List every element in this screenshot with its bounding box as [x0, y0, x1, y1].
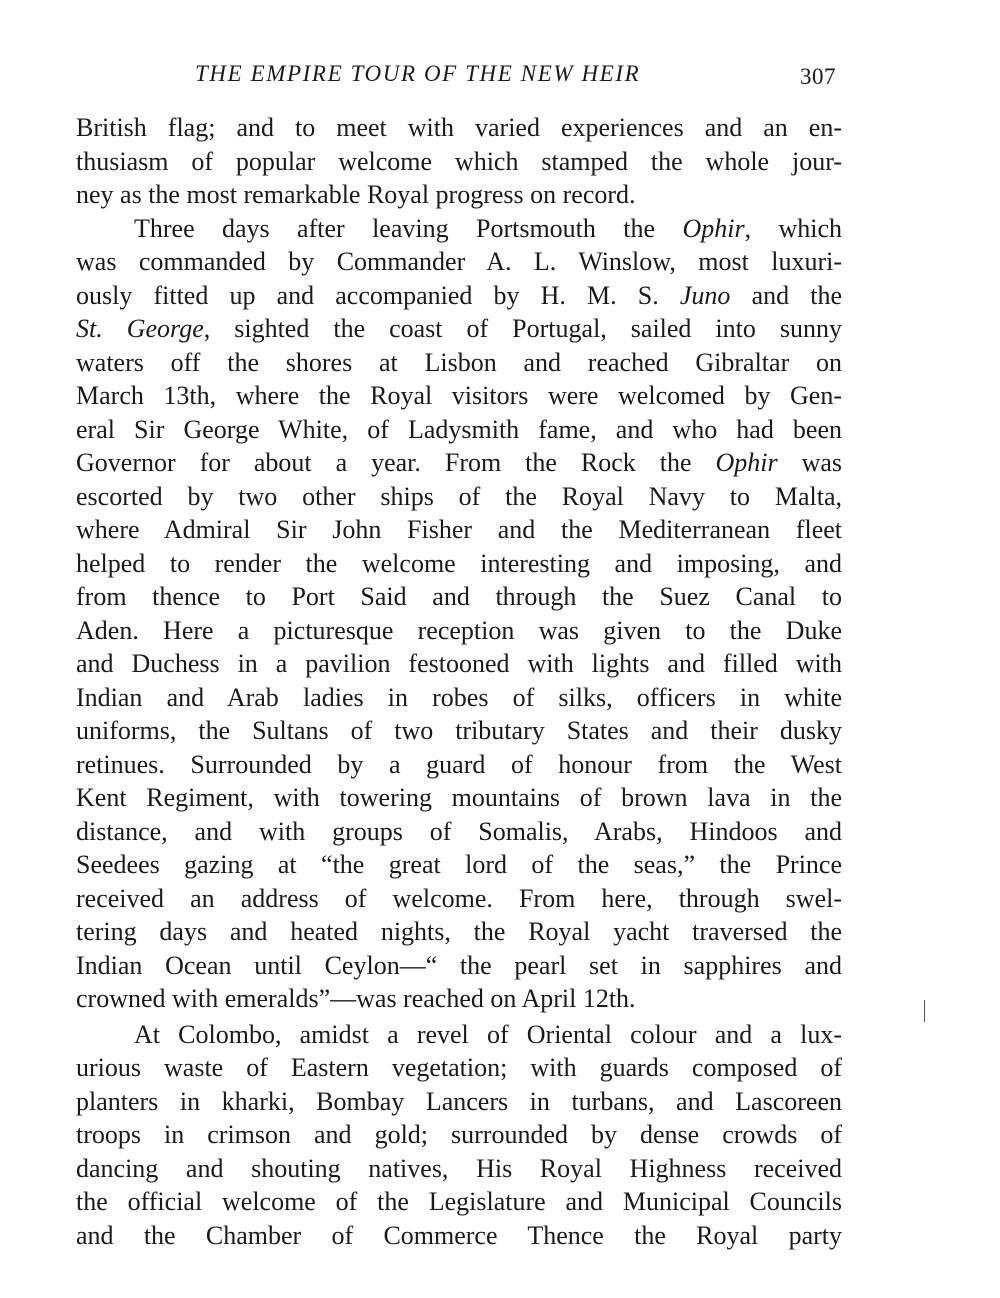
running-head — [0, 58, 1000, 94]
running-title: THE EMPIRE TOUR OF THE NEW HEIR — [195, 61, 641, 86]
text-line: St. George, sighted the coast of Portugal, sailed into sunny — [76, 314, 842, 343]
text-line: helped to render the welcome interesting and imposing, and — [76, 548, 842, 578]
paragraph-3 — [76, 1018, 842, 1253]
text-line: tering days and heated nights, the Royal yacht traversed the — [76, 917, 842, 946]
text-line: waters off the shores at Lisbon and reached Gibraltar on — [76, 347, 842, 377]
text-line: Kent Regiment, with towering mountains of brown lava in the — [76, 783, 842, 812]
text-line: dancing and shouting natives, His Royal Highness received — [76, 1153, 842, 1183]
text-line: ney as the most remarkable Royal progress on record. — [76, 180, 636, 209]
text-line: Governor for about a year. From the Rock the Ophir was — [76, 448, 843, 477]
text-line: Three days after leaving Portsmouth the Ophir, which — [134, 213, 842, 243]
text-line: British flag; and to meet with varied experiences and an en- — [76, 113, 842, 142]
text-line: Aden. Here a picturesque reception was given to the Duke — [76, 615, 842, 645]
text-line: At Colombo, amidst a revel of Oriental colour and a lux- — [134, 1019, 842, 1049]
text-line: uniforms, the Sultans of two tributary States and their dusky — [76, 716, 842, 745]
text-line: Indian Ocean until Ceylon—“ the pearl set in sapphires and — [76, 950, 842, 980]
text-line: escorted by two other ships of the Royal Navy to Malta, — [76, 481, 842, 511]
text-line: eral Sir George White, of Ladysmith fame, and who had been — [76, 414, 842, 444]
text-line: was commanded by Commander A. L. Winslow, most luxuri- — [76, 247, 842, 276]
paragraph-1 — [76, 111, 842, 212]
text-line: the official welcome of the Legislature and Municipal Councils — [76, 1187, 842, 1216]
text-line: ously fitted up and accompanied by H. M. S. Juno and the — [76, 280, 842, 310]
page-number: 307 — [800, 64, 836, 89]
text-line: Seedees gazing at “the great lord of the seas,” the Prince — [76, 850, 842, 879]
text-line: crowned with emeralds”—was reached on April 12th. — [76, 984, 636, 1013]
text-line: where Admiral Sir John Fisher and the Mediterranean fleet — [76, 515, 842, 544]
scan-mark — [924, 1000, 925, 1022]
text-line: thusiasm of popular welcome which stamped the whole jour- — [76, 146, 842, 176]
body-text — [76, 111, 842, 1252]
text-line: retinues. Surrounded by a guard of honour from the West — [76, 749, 842, 779]
text-line: Indian and Arab ladies in robes of silks, officers in white — [76, 682, 842, 712]
text-line: from thence to Port Said and through the Suez Canal to — [76, 582, 842, 611]
text-line: urious waste of Eastern vegetation; with guards composed of — [76, 1053, 842, 1082]
text-line: March 13th, where the Royal visitors were welcomed by Gen- — [76, 381, 842, 410]
text-line: and the Chamber of Commerce Thence the Royal party — [76, 1220, 842, 1250]
text-line: received an address of welcome. From here, through swel- — [76, 883, 842, 913]
text-line: troops in crimson and gold; surrounded by dense crowds of — [76, 1120, 842, 1149]
text-line: planters in kharki, Bombay Lancers in turbans, and Lascoreen — [76, 1086, 842, 1116]
text-line: distance, and with groups of Somalis, Arabs, Hindoos and — [76, 816, 842, 846]
paragraph-2 — [76, 212, 842, 1016]
text-line: and Duchess in a pavilion festooned with lights and filled with — [76, 649, 842, 678]
